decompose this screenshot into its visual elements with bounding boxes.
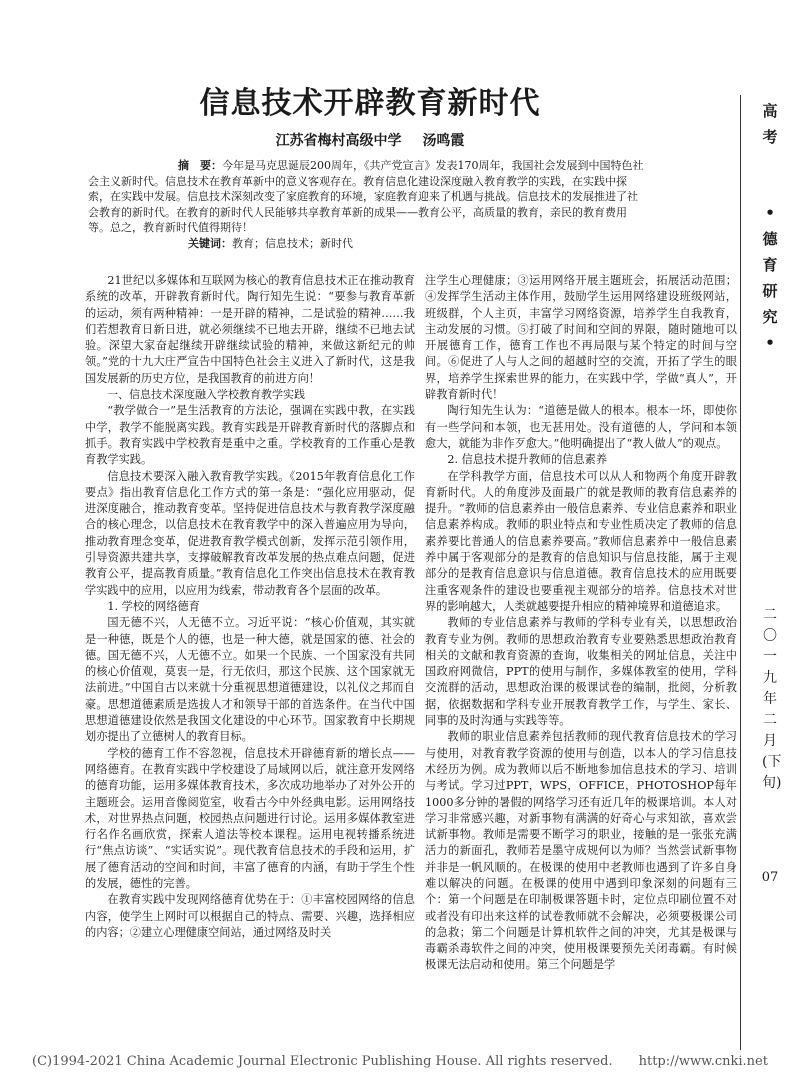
left-column	[85, 273, 415, 941]
author-school: 江苏省梅村高级中学	[275, 133, 402, 149]
body-paragraph: 1. 学校的网络德育	[107, 599, 200, 613]
body-paragraph: 信息技术要深入融入教育教学实践。《2015年教育信息化工作要点》指出教育信息化工作方式的第一条是：“强化应用驱动，促进深度融合，推动教育变革。坚持促进信息技术与教育教学深度融合的核心理念，以信息技术在教育教学中的深入普遍应用为导向，推动教育理念变革，促进教育教学模式创新，发挥示范引领作用，引导资源共建共享，支撑破解教育改革发展的热点难点问题，促进教育公平，提高教育质量。”教育信息化工作突出信息技术在教育教学实践中的应用，以应用为线索，带动教育各个层面的改革。	[85, 469, 415, 597]
issue-date: 二〇一九年二月(下旬)	[762, 607, 782, 791]
body-paragraph: 学校的德育工作不容忽视，信息技术开辟德育新的增长点——网络德育。在教育实践中学校建设了局域网以后，就注意开发网络的德育功能，运用多媒体教育技术，多次成功地举办了对外公开的主题班会。运用音像阅览室，收看古今中外经典电影。运用网络技术，对世界热点问题，校园热点问题进行讨论。运用多媒体教室进行名作名画欣赏，探索人道法等校本课程。运用电视转播系统进行“焦点访谈”、“实话实说”。现代教育信息技术的手段和运用，扩展了德育活动的空间和时间，丰富了德育的内涵，有助于学生个性的发展，德性的完善。	[85, 746, 415, 890]
article-title: 信息技术开辟教育新时代	[199, 86, 541, 121]
copyright-footer: (C)1994-2021 China Academic Journal Electronic Publishing House. All rights reserved. http://www.cnki.net	[32, 1054, 768, 1069]
keywords-line	[88, 236, 648, 252]
section-char: 研	[762, 282, 778, 300]
journal-sidebar	[756, 98, 784, 356]
right-column	[425, 273, 737, 974]
body-paragraph: “教学做合一”是生活教育的方法论，强调在实践中教，在实践中学，教学不能脱离实践。教育实践是开辟教育新时代的落脚点和抓手。教育实践中学校教育是重中之重。学校教育的工作重心是教育教学实践。	[85, 404, 415, 467]
section-heading: 一、信息技术深度融入学校教育教学实践	[107, 388, 305, 402]
keywords-text: 教育；信息技术；新时代	[232, 236, 353, 250]
section-char: 德	[762, 230, 778, 248]
section-char: 究	[762, 308, 778, 326]
body-paragraph: 在教育实践中发现网络德育优势在于：①丰富校园网络的信息内容，使学生上网时可以根据自己的特点、需要、兴趣，选择相应的内容；②建立心理健康空间站，通过网络及时关	[85, 893, 415, 939]
author-line	[80, 130, 660, 150]
section-char: •	[765, 334, 775, 352]
abstract-label: 摘 要：	[178, 159, 222, 172]
body-paragraph: 21世纪以多媒体和互联网为核心的教育信息技术正在推动教育系统的改革，开辟教育新时代。陶行知先生说：“要参与教育革新的运动，须有两种精神：一是开辟的精神，二是试验的精神……我们若想教育日新日进，就必须继续不已地去开辟，继续不已地去试验。深望大家奋起继续开辟继续试验的精神，来做这新纪元的帅领。”党的十九大庄严宣告中国特色社会主义进入了新时代，这是我国发展新的历史方位，是我国教育的前进方向！	[85, 274, 415, 385]
sidebar-divider	[740, 95, 741, 1050]
section-char: •	[765, 204, 775, 222]
journal-name-char: 高	[762, 102, 778, 120]
abstract-block	[88, 158, 648, 252]
body-paragraph: 注学生心理健康；③运用网络开展主题班会，拓展活动范围；④发挥学生活动主体作用，鼓励学生运用网络建设班级网站，班级群，个人主页，丰富学习网络资源，培养学生自我教育，主动发展的习惯。⑤打破了时间和空间的界限，随时随地可以开展德育工作，德育工作也不再局限与某个特定的时间与空间。⑥促进了人与人之间的超越时空的交流，开拓了学生的眼界，培养学生探索世界的能力，在实践中学，学做“真人”，开辟教育新时代！	[425, 274, 737, 402]
abstract-paragraph	[88, 158, 648, 236]
body-paragraph: 国无德不兴，人无德不立。习近平说：“核心价值观，其实就是一种德，既是个人的德，也是一种大德，就是国家的德、社会的德。国无德不兴，人无德不立。如果一个民族、一个国家没有共同的核心价值观，莫衷一是，行无依归，那这个民族、这个国家就无法前进。”中国自古以来就十分重视思想道德建设，以礼仪之邦而自豪。思想道德素质是选拔人才和领导干部的首选条件。在当代中国思想道德建设依然是我国文化建设的中心环节。国家教育中长期规划亦提出了立德树人的教育目标。	[85, 616, 415, 744]
body-paragraph: 教师的职业信息素养包括教师的现代教育信息技术的学习与使用，对教育教学资源的使用与创造，以本人的学习信息技术经历为例。成为教师以后不断地参加信息技术的学习、培训与考试。学习过PPT，WPS，OFFICE，PHOTOSHOP每年1000多分钟的暑假的网络学习还有近几年的极课培训。本人对学习非常感兴趣，对新事物有满满的好奇心与求知欲，喜欢尝试新事物。教师是需要不断学习的职业，接触的是一张张充满活力的新面孔，教师若是墨守成规何以为师？当然尝试新事物并非是一帆风顺的。在极课的使用中老教师也遇到了许多自身难以解决的问题。在极课的使用中遇到印象深刻的问题有三个：第一个问题是在印制极课答题卡时，定位点印刷位置不对或者没有印出来这样的试卷教师就不会解决，必须要极课公司的急救；第二个问题是计算机软件之间的冲突，尤其是极课与毒霸杀毒软件之间的冲突，使用极课要预先关闭毒霸。有时候极课无法启动和使用。第三个问题是学	[425, 730, 737, 972]
body-paragraph: 教师的专业信息素养与教师的学科专业有关，以思想政治教育专业为例。教师的思想政治教育专业要熟悉思想政治教育相关的文献和教育资源的查询，收集相关的网址信息，关注中国政府网微信，PPT的使用与制作，多媒体教室的使用，学科交流群的活动，思想政治课的极课试卷的编制，批阅，分析教据，依据数据和学科专业开展教育教学工作，与学生、家长、同事的及时沟通与实践等等。	[425, 616, 737, 728]
body-paragraph: 2. 信息技术提升教师的信息素养	[447, 453, 608, 467]
abstract-text: 今年是马克思诞辰200周年，《共产党宣言》发表170周年，我国社会发展到中国特色社会主义新时代。信息技术在教育革新中的意义客观存在。教育信息化建设深度融入教育教学的实践，在实践中探索，在实践中发展。信息技术深刻改变了家庭教育的环境，家庭教育迎来了机遇与挑战。信息技术的发展推进了社会教育的新时代。在教育的新时代人民能够共享教育革新的成果——教育公平，高质量的教育，亲民的教育费用等。总之，教育新时代值得期待！	[88, 159, 644, 235]
section-char: 育	[762, 256, 778, 274]
keywords-label: 关键词：	[188, 236, 232, 250]
body-paragraph: 在学科教学方面，信息技术可以从人和物两个角度开辟教育新时代。人的角度涉及面最广的就是教师的教育信息素养的提升。“教师的信息素养由一般信息素养、专业信息素养和职业信息素养构成。教师的职业特点和专业性质决定了教师的信息素养要比普通人的信息素养要高。”教师信息素养中一般信息素养中属于客观部分的是教育的信息知识与信息技能，属于主观部分的是教育信息意识与信息道德。教育信息技术的应用既要注重客观条件的建设也要重视主观部分的培养。信息技术对世界的影响越大，人类就越要提升相应的精神境界和道德追求。	[425, 469, 737, 613]
page-number: 07	[761, 870, 779, 885]
author-name: 汤鸣霞	[422, 133, 465, 149]
body-paragraph: 陶行知先生认为：“道德是做人的根本。根本一坏，即使你有一些学问和本领，也无甚用处。没有道德的人，学问和本领愈大，就能为非作歹愈大。”他明确提出了“教人做人”的观点。	[425, 404, 737, 450]
journal-name-char: 考	[762, 128, 778, 146]
